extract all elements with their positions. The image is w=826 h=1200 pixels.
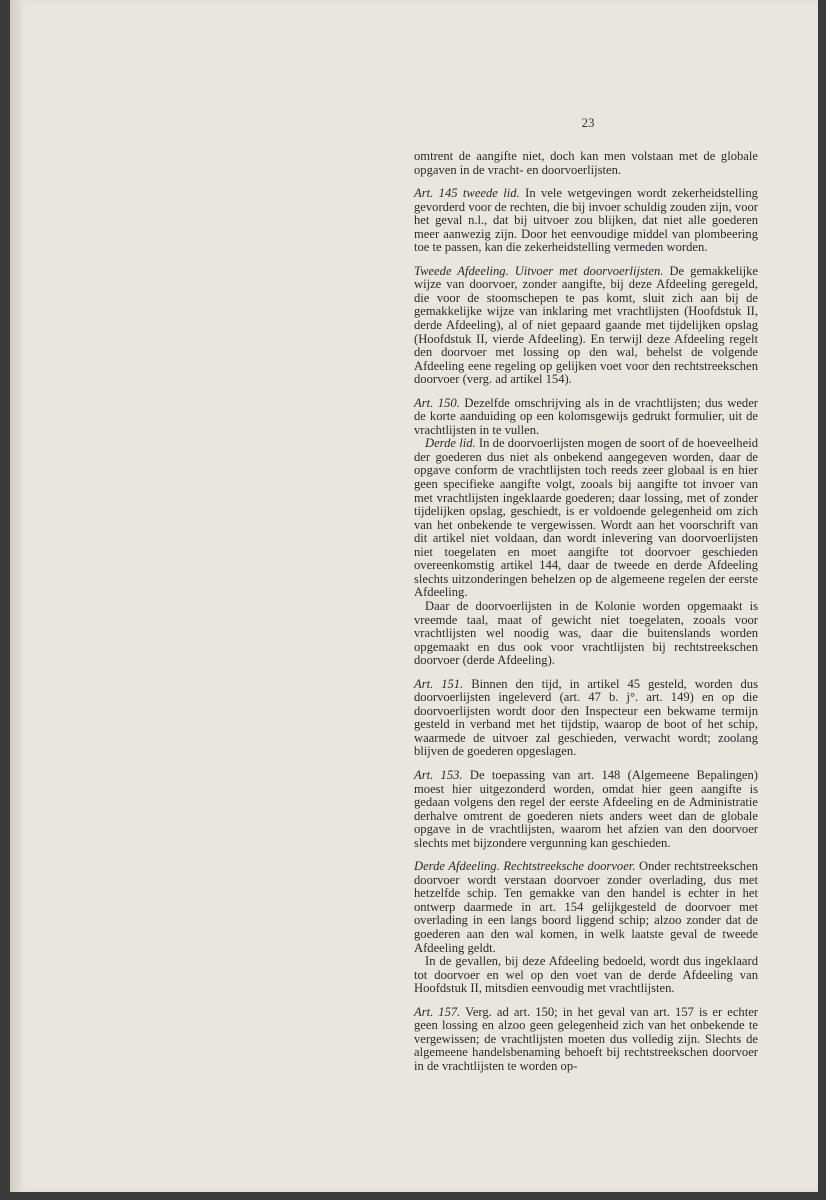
- paragraph: Art. 153. De toepassing van art. 148 (Algemeene Bepalingen) moest hier uitgezonderd worden, omdat hier geen aangifte is gedaan volgens den regel der eerste Afdeeling en de Administratie derhalve omtrent de goederen niets anders weet dan de globale opgave in de vrachtlijsten, waarom het afzien van den doorvoer slechts met bijzondere vergunning kan geschieden.: [414, 767, 759, 850]
- paragraph: Art. 151. Binnen den tijd, in artikel 45 gesteld, worden dus doorvoerlijsten ingeleverd (art. 47 b. j°. art. 149) en op die doorvoerlijsten wordt door den Inspecteur een bekwame termijn gesteld in verband met het tijdstip, waarop de boot of het schip, waarmede de uitvoer zal geschieden, verwacht wordt; zoolang blijven de goederen opgeslagen.: [414, 676, 759, 759]
- paragraph: Daar de doorvoerlijsten in de Kolonie worden opgemaakt is vreemde taal, maat of gewicht niet toegelaten, zooals voor vrachtlijsten wel noodig was, daar die buitenslands worden opgemaakt en dus ook voor vrachtlijsten bij rechtstreekschen doorvoer (derde Afdeeling).: [414, 598, 758, 668]
- paragraph: omtrent de aangifte niet, doch kan men volstaan met de globale opgaven in de vracht- en doorvoerlijsten.: [414, 149, 758, 177]
- paragraph: Tweede Afdeeling. Uitvoer met doorvoerlijsten. De gemakkelijke wijze van doorvoer, zonder aangifte, bij deze Afdeeling geregeld, die voor de stoomschepen te pas komt, sluit zich aan bij de gemakkelijke wijze van inklaring met vrachtlijsten (Hoofdstuk II, derde Afdeeling), al of niet gepaard gaande met tijdelijken opslag (Hoofdstuk II, vierde Afdeeling). En terwijl deze Afdeeling regelt den doorvoer met lossing op den wal, behelst de volgende Afdeeling eene regeling op gelijken voet voor den rechtstreekschen doorvoer (verg. ad artikel 154).: [414, 263, 758, 387]
- paragraph: Art. 145 tweede lid. In vele wetgevingen wordt zekerheidstelling gevorderd voor de rechten, die bij invoer schuldig zouden zijn, voor het geval n.l., dat bij uitvoer zou blijken, dat niet alle goederen meer aanwezig zijn. Door het eenvoudige middel van plombeering toe te passen, kan die zekerheidstelling vermeden worden.: [414, 186, 758, 255]
- text-column: [414, 150, 758, 1073]
- paragraph: Art. 150. Dezelfde omschrijving als in de vrachtlijsten; dus weder de korte aanduiding op een kolomsgewijs gedrukt formulier, uit de vrachtlijsten in te vullen.: [414, 395, 758, 437]
- paragraph: Derde Afdeeling. Rechtstreeksche doorvoer. Onder rechtstreekschen doorvoer wordt verstaan doorvoer zonder overlading, dus met hetzelfde schip. Ten gemakke van den handel is echter in het ontwerp daarmede in art. 154 gelijkgesteld de doorvoer met overlading in een langs boord liggend schip; alzoo zonder dat de goederen aan den wal komen, in welk laatste geval de tweede Afdeeling geldt.: [414, 859, 758, 955]
- page-number: 23: [581, 115, 595, 130]
- page-binding-edge: [10, 0, 22, 1192]
- paragraph: Art. 157. Verg. ad art. 150; in het geval van art. 157 is er echter geen lossing en alzoo geen gelegenheid zich van het onbekende te vergewissen; de vrachtlijsten moeten dus volledig zijn. Slechts de algemeene handelsbenaming behoeft bij rechtstreekschen doorvoer in de vrachtlijsten te worden op-: [414, 1004, 758, 1073]
- paragraph: In de gevallen, bij deze Afdeeling bedoeld, wordt dus ingeklaard tot doorvoer en wel op den voet van de derde Afdeeling van Hoofdstuk II, mitsdien eenvoudig met vrachtlijsten.: [414, 954, 758, 996]
- paragraph: Derde lid. In de doorvoerlijsten mogen de soort of de hoeveelheid der goederen dus niet als onbekend aangegeven worden, daar de opgave conform de vrachtlijsten toch reeds zeer globaal is en hier geen specifieke aangifte volgt, zooals bij aangifte tot invoer van met vrachtlijsten ingeklaarde goederen; daar lossing, met of zonder tijdelijken opslag, geschiedt, is er voldoende gelegenheid om zich van het onbekende te vergewissen. Wordt aan het voorschrift van dit artikel niet voldaan, dan wordt inlevering van doorvoerlijsten niet toegelaten en moet aangifte tot doorvoer geschieden overeenkomstig artikel 144, daar de tweede en derde Afdeeling slechts uitzonderingen behelzen op de algemeene regelen der eerste Afdeeling.: [414, 436, 758, 600]
